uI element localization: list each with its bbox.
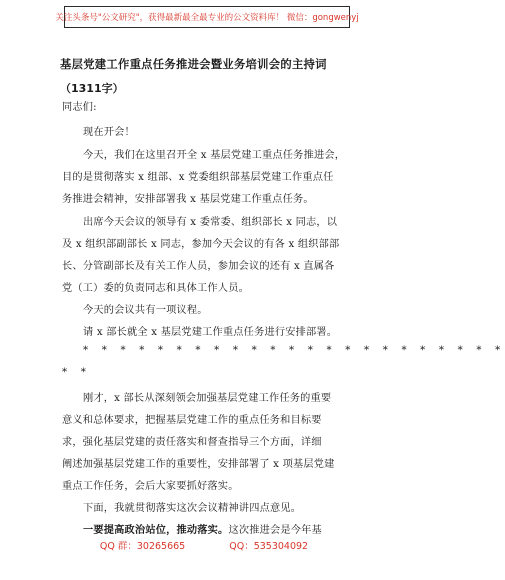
- body-line: 阐述加强基层党建工作的重要性，安排部署了 x 项基层党建: [62, 459, 335, 470]
- document-title: 基层党建工作重点任务推进会暨业务培训会的主持词: [60, 58, 327, 71]
- body-line: 出席今天会议的领导有 x 委常委、组织部长 x 同志，以: [83, 217, 338, 228]
- body-line: 今天的会议共有一项议程。: [83, 305, 208, 316]
- body-line: 重点工作任务，会后大家要抓好落实。: [62, 481, 239, 492]
- separator-stars: * * * * * * * * * * * * * * * * * * * * * * *: [83, 345, 505, 356]
- body-line: 刚才，x 部长从深刻领会加强基层党建工作任务的重要: [83, 393, 332, 404]
- point-heading: 一要提高政治站位，推动落实。: [83, 525, 229, 536]
- footer-qq: QQ：535304092: [229, 541, 309, 552]
- body-line: [83, 521, 363, 536]
- word-count: （1311字）: [60, 82, 124, 95]
- body-line: 及 x 组织部副部长 x 同志，参加今天会议的有各 x 组织部部: [62, 239, 340, 250]
- body-line: 下面，我就贯彻落实这次会议精神讲四点意见。: [83, 503, 302, 514]
- header-banner: 关注头条号"公文研究"，获得最新最全最专业的公文资料库！ 微信：gongwenyj: [64, 6, 350, 28]
- body-line: 现在开会！: [83, 127, 135, 138]
- footer-contacts: [0, 538, 408, 552]
- body-line: 党（工）委的负责同志和具体工作人员。: [62, 283, 249, 294]
- point-text: 这次推进会是今年基: [228, 525, 322, 536]
- body-line: 请 x 部长就全 x 基层党建工作重点任务进行安排部署。: [83, 327, 338, 338]
- separator-stars: * *: [62, 367, 92, 378]
- body-line: 务推进会精神，安排部署我 x 基层党建工作重点任务。: [62, 194, 314, 205]
- body-line: 今天，我们在这里召开全 x 基层党建工重点任务推进会，: [83, 150, 346, 161]
- body-line: 长、分管副部长及有关工作人员，参加会议的还有 x 直属各: [62, 261, 335, 272]
- body-line: 意义和总体要求，把握基层党建工作的重点任务和目标要: [62, 415, 322, 426]
- salutation: 同志们:: [62, 102, 97, 113]
- body-line: 目的是贯彻落实 x 组部、x 党委组织部基层党建工作重点任: [62, 172, 334, 183]
- footer-qq-group: QQ 群：30265665: [99, 541, 186, 552]
- body-line: 求，强化基层党建的责任落实和督查指导三个方面，详细: [62, 437, 322, 448]
